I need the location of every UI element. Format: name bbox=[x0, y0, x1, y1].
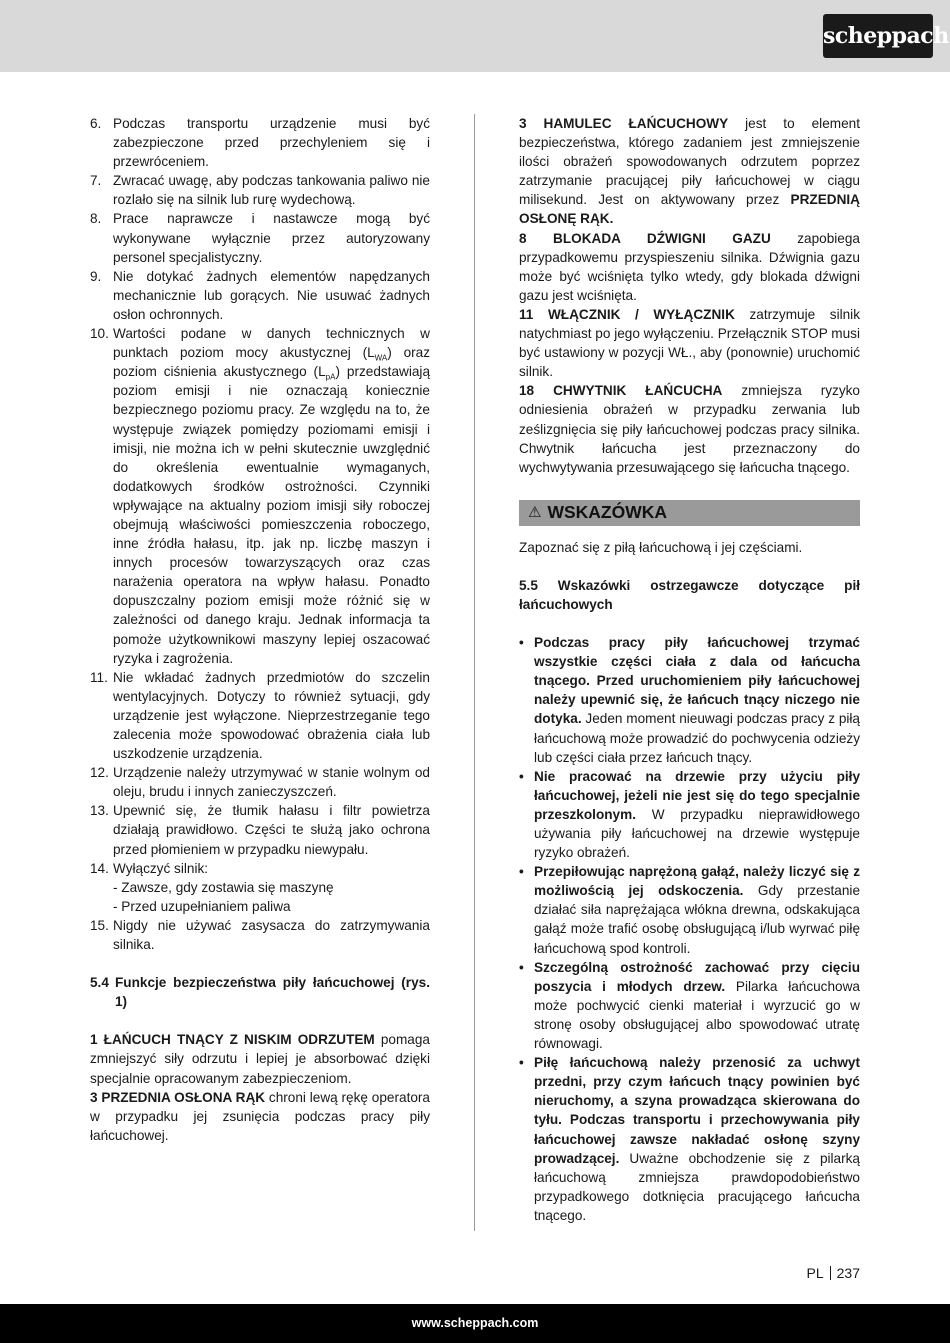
item-text: Nie wkładać żadnych przedmiotów do szczelin wentylacyjnych. Dotyczy to również sytuacji, gdy urządzenie jest wyłączone. Nieprzestrzeganie tego zalecenia może spowodować obrażenia ciała lub uszkodzenie urządzenia. bbox=[113, 669, 430, 762]
note-banner bbox=[519, 500, 860, 526]
page-number-value: 237 bbox=[836, 1265, 860, 1281]
bullet-icon: • bbox=[519, 635, 524, 651]
feature-paragraph: 11 WŁĄCZNIK / WYŁĄCZNIK zatrzymuje silnik natychmiast po jego wyłączeniu. Przełącznik STOP musi być ustawiony w pozycji WŁ., aby (ponownie) uruchomić silnik. bbox=[519, 306, 860, 380]
column-divider bbox=[474, 114, 475, 1231]
item-text: Zwracać uwagę, aby podczas tankowania paliwo nie rozlało się na silnik lub rurę wydechową. bbox=[113, 173, 430, 208]
item-text: Nie dotykać żadnych elementów napędzanych mechanicznie lub gorących. Nie usuwać żadnych osłon ochronnych. bbox=[113, 268, 430, 322]
feature-paragraph: 3 HAMULEC ŁAŃCUCHOWY jest to element bezpieczeństwa, którego zadaniem jest zmniejszenie ilości obrażeń spowodowanych odrzutem poprzez zatrzymanie pracującej piły łańcuchowej w ciągu milisekund. Jest on aktywowany przez PRZEDNIĄ OSŁONĘ RĄK. bbox=[519, 116, 860, 227]
list-item bbox=[90, 801, 430, 858]
warning-bullet: • Piłę łańcuchową należy przenosić za uchwyt przedni, przy czym łańcuch tnący powinien być nieruchomy, a szyna prowadząca skierowana do tyłu. Podczas transportu i przechowywania piły łańcuchowej zawsze nakładać osłonę szyny prowadzącej. Uważne obchodzenie się z pilarką łańcuchową zmniejsza prawdopodobieństwo przypadkowego dotknięcia pracującego łańcucha tnącego. bbox=[519, 1053, 860, 1225]
list-item bbox=[90, 668, 430, 763]
bullet-icon: • bbox=[519, 864, 524, 880]
list-item bbox=[90, 267, 430, 324]
warning-triangle-icon: ⚠ bbox=[528, 504, 542, 522]
subsection-heading: 5.5 Wskazówki ostrzegawcze dotyczące pił łańcuchowych bbox=[519, 577, 860, 612]
feature-paragraph: 18 CHWYTNIK ŁAŃCUCHA zmniejsza ryzyko odniesienia obrażeń w przypadku zerwania lub ześlizgnięcia się piły łańcuchowej podczas pracy silnika. Chwytnik łańcucha jest przeznaczony do wychwytywania przesuwającego się łańcucha tnącego. bbox=[519, 383, 860, 475]
warning-bullet: • Podczas pracy piły łańcuchowej trzymać wszystkie części ciała z dala od łańcucha tnącego. Przed uruchomieniem piły łańcuchowej należy upewnić się, że łańcuch tnący niczego nie dotyka. Jeden moment nieuwagi podczas pracy z piłą łańcuchową może prowadzić do pochwycenia odzieży lub części ciała przez łańcuch tnący. bbox=[519, 633, 860, 767]
list-item-noise bbox=[90, 324, 430, 668]
note-title: WSKAZÓWKA bbox=[547, 502, 668, 523]
item-number: 9. bbox=[90, 268, 102, 284]
list-item bbox=[90, 171, 430, 209]
note-text: Zapoznać się z piłą łańcuchową i jej częściami. bbox=[519, 539, 803, 555]
item-text: Wartości podane w danych technicznych w punktach poziom mocy akustycznej $(L_{WA})$ oraz poziom ciśnienia akustycznego $(L_{pA})$ przedstawiają poziom emisji i nie oznaczają koniecznie bezpiecznego poziomu pracy. Ze względu na to, że występuje związek pomiędzy poziomami emisji i imisji, nie można ich w pełni skutecznie uwzględnić do określenia ewentualnie wymaganych, dodatkowych środków ostrożności. Czynniki wpływające na aktualny poziom imisji siły roboczej obejmują właściwości pomieszczenia roboczego, inne źródła hałasu, itp. jak np. liczbę maszyn i innych procesów towarzyszących oraz czas narażenia operatora na wpływ hałasu. Ponadto dopuszczalny poziom emisji może różnić się w zależności od danego kraju. Jednak informacja ta pomoże użytkownikowi maszyny lepiej oszacować ryzyka i zagrożenia. bbox=[113, 326, 431, 666]
page-number bbox=[790, 1265, 860, 1281]
item-number: 11. bbox=[90, 669, 108, 685]
section-heading bbox=[90, 973, 430, 1011]
item-number: 14. bbox=[90, 860, 109, 876]
item-number: 8. bbox=[90, 211, 102, 227]
scheppach-logo: scheppach bbox=[823, 14, 933, 58]
section-title: Funkcje bezpieczeństwa piły łańcuchowej (rys. 1) bbox=[115, 975, 430, 1010]
list-subitem: - Zawsze, gdy zostawia się maszynę bbox=[113, 879, 334, 895]
item-number: 6. bbox=[90, 116, 102, 131]
item-number: 15. bbox=[90, 917, 109, 933]
list-subitem: - Przed uzupełnianiem paliwa bbox=[113, 898, 291, 914]
item-text: Urządzenie należy utrzymywać w stanie wolnym od oleju, brudu i innych zanieczyszczeń. bbox=[113, 765, 430, 800]
list-item bbox=[90, 114, 430, 171]
warning-bullet: • Szczególną ostrożność zachować przy cięciu poszycia i młodych drzew. Pilarka łańcuchowa może pochwycić cienki materiał i wyrzucić go w stronę osoby obsługującej albo spowodować utratę równowagi. bbox=[519, 958, 860, 1053]
item-text: Podczas transportu urządzenie musi być zabezpieczone przed przechyleniem się i przewróceniem. bbox=[113, 116, 430, 170]
feature-paragraph: 1 ŁAŃCUCH TNĄCY Z NISKIM ODRZUTEM pomaga zmniejszyć siły odrzutu i lepiej je absorbować dzięki specjalnie opracowanym zabezpieczeniom. bbox=[90, 1032, 430, 1086]
item-text: Upewnić się, że tłumik hałasu i filtr powietrza działają prawidłowo. Części te służą jako ochrona przed płomieniem w przypadku niewypału. bbox=[113, 803, 430, 857]
warning-bullet: • Nie pracować na drzewie przy użyciu piły łańcuchowej, jeżeli nie jest się do tego specjalnie przeszkolonym. W przypadku nieprawidłowego używania piły łańcuchowej na drzewie występuje ryzyko obrażeń. bbox=[519, 767, 860, 862]
item-text: Prace naprawcze i nastawcze mogą być wykonywane wyłącznie przez autoryzowany personel specjalistyczny. bbox=[113, 211, 430, 265]
website-link[interactable]: www.scheppach.com bbox=[411, 1316, 539, 1330]
item-number: 7. bbox=[90, 173, 102, 189]
list-item bbox=[90, 916, 430, 954]
feature-paragraph: 3 PRZEDNIA OSŁONA RĄK chroni lewą rękę operatora w przypadku jej zsunięcia podczas pracy piły łańcuchowej. bbox=[90, 1089, 430, 1143]
feature-paragraph: 8 BLOKADA DŹWIGNI GAZU zapobiega przypadkowemu przyspieszeniu silnika. Dźwignia gazu może być wciśnięta tylko wtedy, gdy blokada dźwigni gazu jest wciśnięta. bbox=[519, 230, 860, 303]
warning-bullet: • Przepiłowując naprężoną gałąź, należy liczyć się z możliwością jej odskoczenia. Gdy przestanie działać siła naprężająca włókna drewna, odskakująca gałąź może trafić osobę obsługującą i/lub wyrwać piłę łańcuchową spod kontroli. bbox=[519, 862, 860, 957]
left-column bbox=[90, 114, 430, 1145]
footer-bar bbox=[0, 1304, 950, 1343]
list-item bbox=[90, 859, 430, 878]
list-item bbox=[90, 763, 430, 801]
section-number: 5.4 bbox=[90, 975, 109, 991]
item-number: 12. bbox=[90, 765, 109, 781]
item-number: 13. bbox=[90, 803, 109, 819]
header-band bbox=[0, 0, 950, 72]
bullet-icon: • bbox=[519, 768, 524, 784]
language-code: PL bbox=[806, 1265, 824, 1281]
item-text: Wyłączyć silnik: bbox=[113, 860, 209, 876]
item-text: Nigdy nie używać zasysacza do zatrzymywania silnika. bbox=[113, 917, 430, 953]
bullet-icon: • bbox=[519, 959, 524, 975]
list-item bbox=[90, 209, 430, 266]
bullet-icon: • bbox=[519, 1055, 524, 1071]
item-number: 10. bbox=[90, 326, 109, 342]
right-column bbox=[519, 114, 860, 1225]
